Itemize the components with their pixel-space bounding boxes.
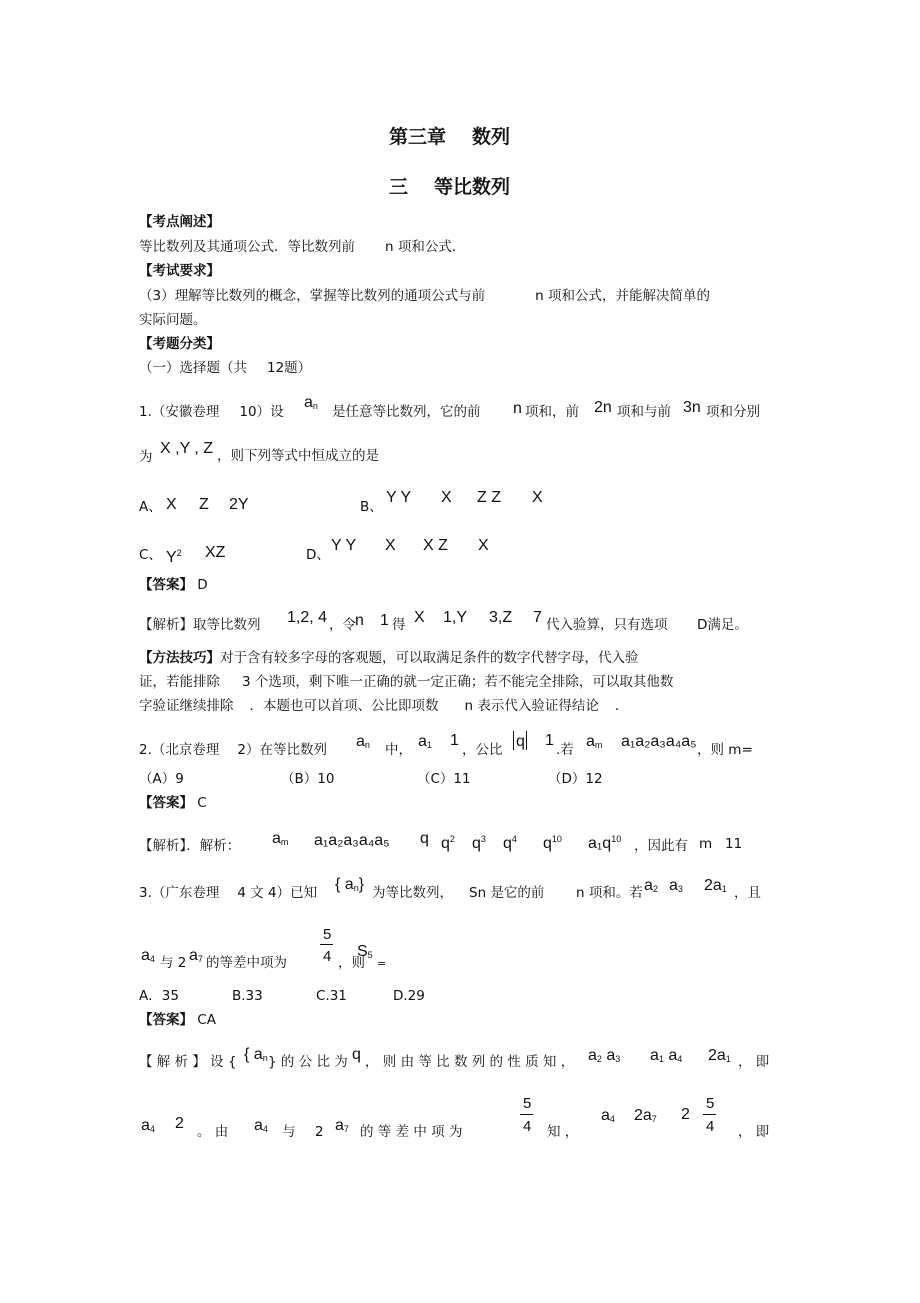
q3-a2: $a_2$	[644, 877, 658, 894]
q3-s5: $S_5$	[357, 943, 373, 960]
q1-option-d-label: D、	[306, 547, 330, 563]
q1-seq: 1,2, 4	[287, 609, 328, 626]
q2-ex-q2: $q^2$	[441, 834, 455, 852]
q1-ling: ，令	[329, 617, 356, 633]
q1-method-line-1: 【方法技巧】对于含有较多字母的客观题，可以取满足条件的数字代替字母，代入验	[139, 650, 639, 666]
q2-m-var: m	[699, 836, 713, 852]
q3-text-1: 为等比数列，	[372, 885, 453, 901]
q2-ex-am: $a_m$	[272, 830, 289, 847]
q2-q-eq: 1	[545, 732, 554, 749]
q1-v2: 3,Z	[489, 609, 513, 626]
q3-l2-a4: $a_4$	[141, 1117, 155, 1134]
chapter-title: 第三章 数列	[389, 126, 511, 148]
q1-option-d-3: X Z	[423, 537, 448, 554]
q2-gongbi: ，公比	[462, 742, 503, 758]
q2-eq1: 1	[450, 732, 459, 749]
q1-one: 1	[380, 612, 389, 629]
q3-a3: $a_3$	[669, 877, 683, 894]
q1-option-a-3: 2Y	[229, 496, 249, 513]
q2-analysis-label: 【解析】．解析：	[139, 838, 241, 854]
q1-option-a-label: A、	[139, 499, 162, 515]
q1-option-d-2: X	[385, 537, 396, 554]
q2-answer: 【答案】 C	[139, 795, 207, 811]
q1-option-c-1: $Y^2$	[166, 548, 182, 566]
q1-option-a-2: Z	[199, 496, 209, 513]
q2-a-n: $a_n$	[356, 733, 370, 750]
q1-v1: 1,Y	[443, 609, 468, 626]
requirements-line-1: （3）理解等比数列的概念，掌握等比数列的通项公式与前 n 项和公式，并能解决简单的	[139, 288, 710, 304]
q2-ex-q3: $q^3$	[472, 834, 486, 852]
q1-method-line-2: 证，若能排除 3 个选项，剩下唯一正确的就一定正确；若不能完全排除，可以取其他数	[139, 674, 674, 690]
q1-answer: 【答案】 D	[139, 577, 208, 593]
q1-method-line-3: 字验证继续排除 ．本题也可以首项、公比即项数 n 表示代入验证得结论 ．	[139, 698, 629, 714]
q3-l2-yu: 与	[282, 1124, 296, 1140]
q2-a1: $a_1$	[418, 733, 432, 750]
q3-sn: Sn 是它的前	[469, 885, 545, 901]
q1-a-n: $a_n$	[304, 394, 318, 411]
q3-l2-rhs-frac-num: 5	[706, 1095, 715, 1112]
q2-ex-a1q10: $a_1q^{10}$	[588, 834, 622, 852]
q1-2n: 2n	[594, 399, 612, 416]
q3-option-c: C.31	[316, 988, 347, 1004]
q1-text-3: 项和与前	[617, 404, 671, 420]
q1-analysis-label: 【解析】取等比数列	[139, 617, 261, 633]
q2-ze: ，则 m=	[697, 742, 753, 758]
overview-text: 等比数列及其通项公式．等比数列前 n 项和公式．	[139, 239, 466, 255]
q1-xyz: X ,Y , Z	[160, 440, 214, 457]
q3-analysis-2: } 的 公 比 为	[268, 1054, 348, 1070]
q1-n: n	[513, 400, 522, 417]
q3-l2-rhs-frac-den: 4	[706, 1118, 715, 1135]
requirements-heading: 【考试要求】	[139, 263, 220, 279]
section-title: 三 等比数列	[389, 176, 511, 198]
q3-l2-text: 的 等 差 中 项 为	[360, 1124, 463, 1140]
q3-l2-a4b: $a_4$	[254, 1117, 268, 1134]
q3-l2-rhs-a4: $a_4$	[601, 1107, 615, 1124]
fraction-bar-2	[520, 1114, 533, 1115]
q3-a7: $a_7$	[189, 947, 203, 964]
q1-prefix: 1.（安徽卷理 10）设	[139, 404, 284, 420]
q2-option-b: （B）10	[281, 771, 335, 787]
q3-answer: 【答案】 CA	[139, 1012, 216, 1028]
q3-analysis-1: 【 解 析 】 设 {	[139, 1054, 237, 1070]
q2-zhong: 中，	[385, 742, 412, 758]
q3-option-d: D.29	[393, 988, 425, 1004]
q3-2a1: $2a_1$	[704, 877, 727, 894]
q3-l2-you: 。 由	[197, 1124, 229, 1140]
q3-l2-zhi: 知 ，	[547, 1124, 579, 1140]
requirements-line-2: 实际问题。	[139, 312, 207, 328]
q1-text-1: 是任意等比数列，它的前	[332, 404, 481, 420]
q3-braces: { $a_n$}	[335, 876, 365, 893]
q3-ji: ， 即	[738, 1054, 770, 1070]
q3-analysis-q: q	[352, 1046, 361, 1063]
q2-ex-q4: $q^4$	[503, 834, 517, 852]
q2-q: q	[516, 733, 525, 750]
q3-l2-ji: ， 即	[738, 1124, 770, 1140]
q3-analysis-3: ， 则 由 等 比 数 列 的 性 质 知 ，	[365, 1054, 575, 1070]
q1-opt-d: D满足。	[697, 617, 748, 633]
q1-option-b-label: B、	[360, 499, 383, 515]
q1-option-d-1: Y Y	[331, 537, 357, 554]
q3-yu2: 与 2	[160, 955, 187, 971]
q3-frac-den: 4	[323, 948, 332, 965]
q1-option-c-label: C、	[139, 547, 162, 563]
q2-ruo: .若	[556, 742, 574, 758]
q2-ex-prod: a₁a₂a₃a₄a₅	[314, 832, 390, 849]
q3-ze: ，则	[338, 955, 365, 971]
q2-prefix: 2.（北京卷理 2）在等比数列	[139, 742, 327, 758]
q3-qie: ，且	[734, 885, 761, 901]
q2-ex-q: q	[420, 830, 429, 847]
q1-text-2: 项和，前	[525, 404, 579, 420]
q3-n: n 项和。若	[576, 885, 643, 901]
q1-n-eq: n	[355, 612, 364, 629]
q1-v3: 7	[533, 609, 542, 626]
q3-eq: =	[377, 957, 387, 970]
q3-analysis-an: { $a_n$	[244, 1046, 268, 1063]
q1-option-c-2: XZ	[205, 544, 226, 561]
q2-conclusion: ，因此有	[634, 838, 688, 854]
overview-heading: 【考点阐述】	[139, 214, 220, 230]
q3-frac-num: 5	[323, 926, 332, 943]
q3-text-4: 的等差中项为	[206, 955, 287, 971]
abs-bar-right	[526, 731, 527, 750]
q3-r-a2a3: $a_2$ $a_3$	[588, 1047, 621, 1064]
q1-option-a-1: X	[166, 496, 177, 513]
q3-prefix: 3.（广东卷理 4 文 4）已知	[139, 885, 318, 901]
q3-a4: $a_4$	[141, 947, 155, 964]
fraction-bar	[320, 944, 333, 945]
q3-l2-frac-den: 4	[523, 1118, 532, 1135]
q3-r-2a1: $2a_1$	[708, 1047, 731, 1064]
q2-m-val: 11	[725, 836, 743, 852]
categories-heading: 【考题分类】	[139, 336, 220, 352]
q1-analysis-end: 代入验算，只有选项	[546, 617, 668, 633]
q2-option-d: （D）12	[548, 771, 603, 787]
q2-option-c: （C）11	[417, 771, 471, 787]
q1-option-b-2: X	[441, 489, 452, 506]
q3-l2-eq2: 2	[175, 1115, 184, 1132]
q2-am: $a_m$	[586, 733, 603, 750]
q3-option-a: A．35	[139, 988, 179, 1004]
q3-r-a1a4: $a_1$ $a_4$	[650, 1047, 683, 1064]
q3-option-b: B.33	[232, 988, 263, 1004]
q1-option-b-3: Z Z	[477, 489, 501, 506]
q1-3n: 3n	[683, 399, 701, 416]
q3-l2-rhs-2: 2	[681, 1106, 690, 1123]
fraction-bar-3	[703, 1114, 716, 1115]
abs-bar-left	[513, 731, 514, 750]
q1-de: 得	[392, 617, 406, 633]
q2-ex-q10: $q^{10}$	[543, 834, 562, 852]
q3-l2-frac-num: 5	[523, 1095, 532, 1112]
q2-prod: a₁a₂a₃a₄a₅	[621, 733, 697, 750]
q2-option-a: （A）9	[139, 771, 184, 787]
choice-group-label: （一）选择题（共 12题）	[139, 360, 312, 376]
q3-l2-2: 2	[315, 1124, 324, 1140]
q3-l2-rhs-2a7: $2a_7$	[634, 1107, 657, 1124]
q1-option-b-1: Y Y	[386, 489, 412, 506]
q3-l2-a7: $a_7$	[335, 1117, 349, 1134]
q1-text-5: ，则下列等式中恒成立的是	[217, 448, 379, 464]
q1-option-d-4: X	[478, 537, 489, 554]
q1-option-b-4: X	[532, 489, 543, 506]
q1-wei: 为	[139, 449, 153, 465]
q1-vx: X	[414, 609, 425, 626]
q1-text-4: 项和分别	[706, 404, 760, 420]
